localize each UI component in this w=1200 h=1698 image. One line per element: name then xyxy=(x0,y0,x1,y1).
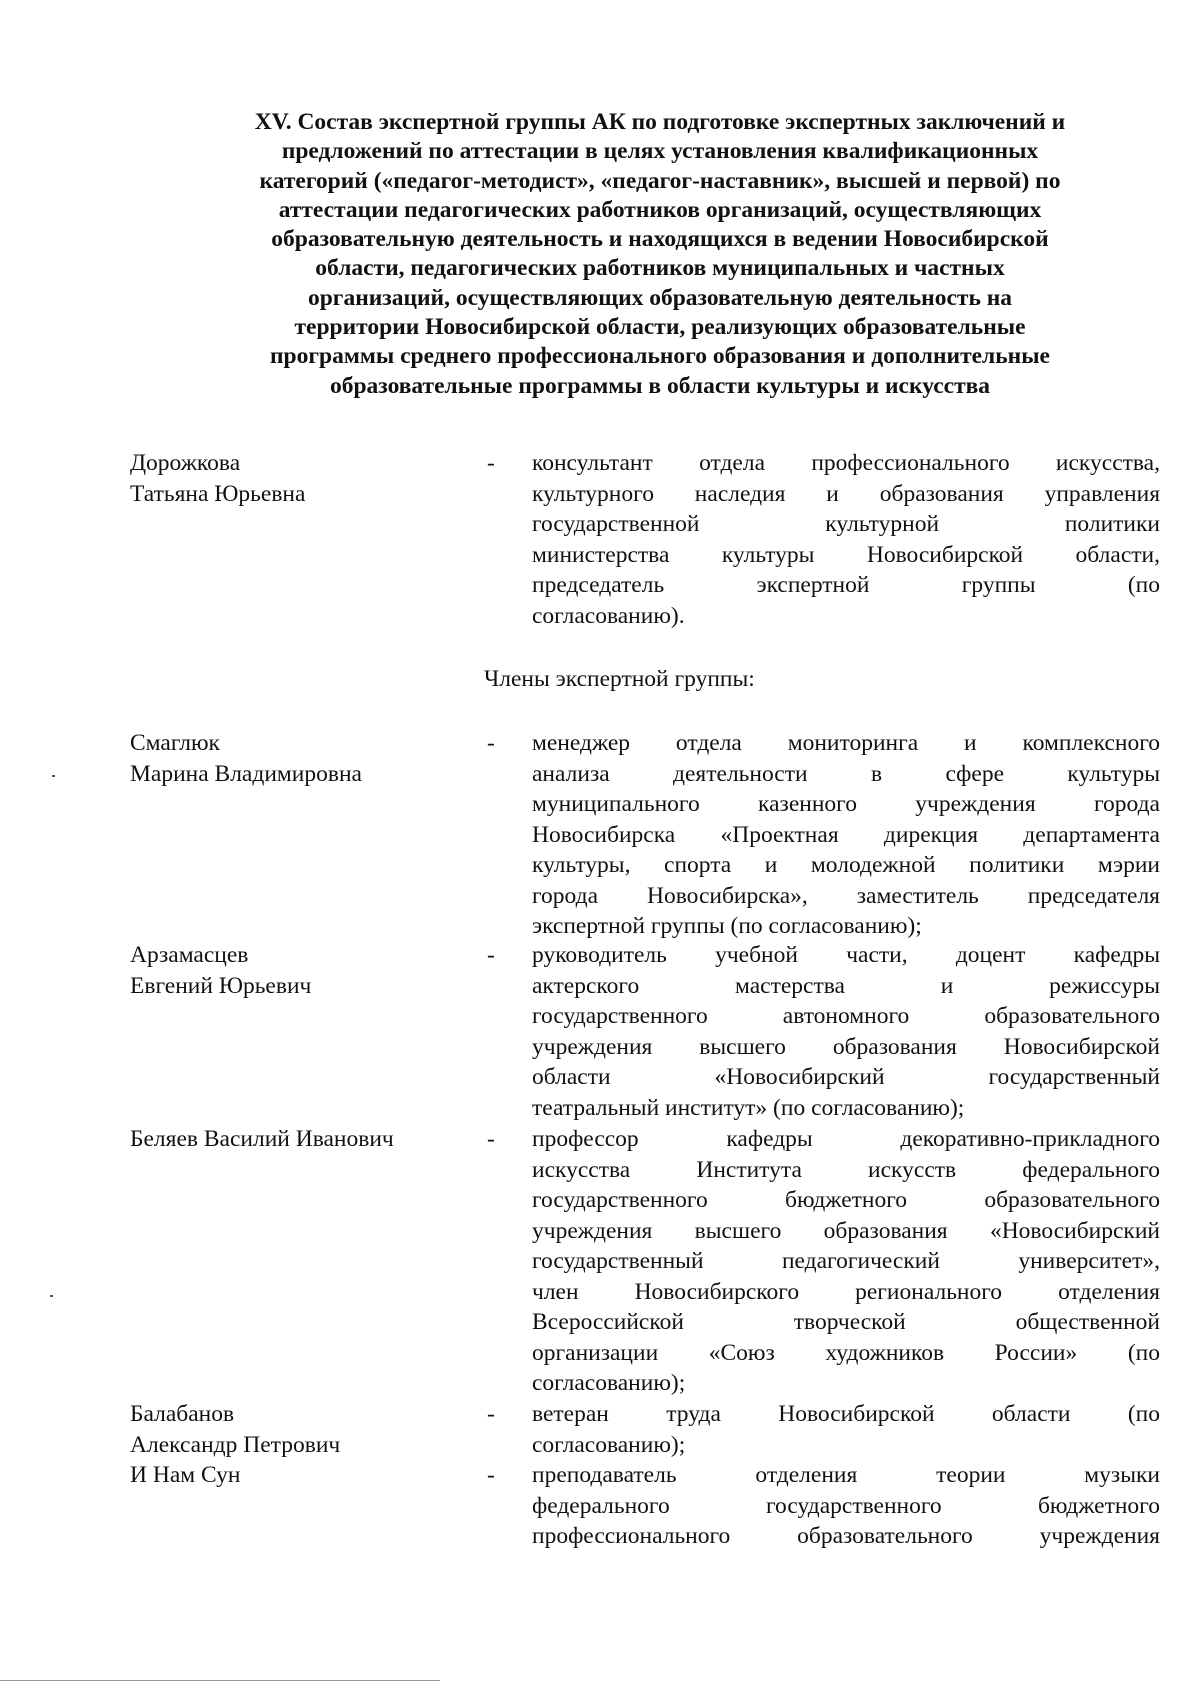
member-name xyxy=(130,1460,240,1491)
scan-mark xyxy=(52,775,55,777)
member-description xyxy=(532,1124,1160,1399)
desc-line: учреждения высшего образования «Новосибирский xyxy=(532,1217,1160,1244)
title-line: территории Новосибирской области, реализующих образовательные xyxy=(294,314,1026,341)
name-line: Балабанов xyxy=(130,1401,235,1427)
desc-line: Новосибирска «Проектная дирекция департамента xyxy=(532,821,1160,848)
name-line: Арзамасцев xyxy=(130,942,249,968)
desc-line: культурного наследия и образования управления xyxy=(532,480,1160,507)
section-title xyxy=(150,108,1170,401)
chair-name xyxy=(130,448,305,509)
desc-line: профессор кафедры декоративно-прикладного xyxy=(532,1126,1160,1152)
desc-line: согласованию). xyxy=(532,602,685,629)
member-description xyxy=(532,1460,1160,1552)
desc-line: учреждения высшего образования Новосибирской xyxy=(532,1033,1160,1060)
desc-line: ветеран труда Новосибирской области (по xyxy=(532,1401,1160,1427)
name-line: Александр Петрович xyxy=(130,1431,341,1458)
desc-line: менеджер отдела мониторинга и комплексного xyxy=(532,730,1160,756)
name-line: Евгений Юрьевич xyxy=(130,972,312,999)
entry-dash: - xyxy=(487,450,495,476)
scan-edge-line xyxy=(0,1680,440,1681)
title-line: области, педагогических работников муниципальных и частных xyxy=(315,255,1005,282)
desc-line: анализа деятельности в сфере культуры xyxy=(532,760,1160,787)
member-description xyxy=(532,728,1160,942)
desc-line: области «Новосибирский государственный xyxy=(532,1064,1160,1090)
member-description xyxy=(532,1399,1160,1460)
scan-mark xyxy=(50,1295,53,1297)
member-name xyxy=(130,940,311,1001)
desc-line: консультант отдела профессионального искусства, xyxy=(532,450,1160,476)
desc-line: преподаватель отделения теории музыки xyxy=(532,1462,1160,1488)
desc-line: согласованию); xyxy=(532,1431,686,1458)
desc-line: искусства Института искусств федерального xyxy=(532,1156,1160,1183)
desc-line: государственный педагогический университет», xyxy=(532,1248,1160,1274)
desc-line: федерального государственного бюджетного xyxy=(532,1492,1160,1519)
desc-line: министерства культуры Новосибирской области, xyxy=(532,541,1160,568)
name-line: Дорожкова xyxy=(130,450,241,476)
desc-line: организации «Союз художников России» (по xyxy=(532,1339,1160,1366)
name-line: И Нам Сун xyxy=(130,1462,241,1488)
title-line: XV. Состав экспертной группы АК по подготовке экспертных заключений и xyxy=(254,109,1066,135)
desc-line: председатель экспертной группы (по xyxy=(532,572,1160,598)
desc-line: руководитель учебной части, доцент кафедры xyxy=(532,942,1160,968)
member-description xyxy=(532,940,1160,1123)
title-line: организаций, осуществляющих образовательную деятельность на xyxy=(307,284,1013,311)
entry-dash: - xyxy=(487,942,495,968)
desc-line: согласованию); xyxy=(532,1370,686,1396)
entry-dash: - xyxy=(487,730,495,756)
desc-line: города Новосибирска», заместитель председателя xyxy=(532,882,1160,909)
name-line: Беляев Василий Иванович xyxy=(130,1126,394,1152)
name-line: Татьяна Юрьевна xyxy=(130,480,306,507)
members-heading: Члены экспертной группы: xyxy=(484,666,755,692)
title-line: программы среднего профессионального образования и дополнительные xyxy=(270,343,1050,370)
desc-line: профессионального образовательного учреждения xyxy=(532,1523,1160,1549)
title-line: образовательную деятельность и находящихся в ведении Новосибирской xyxy=(271,226,1049,253)
entry-dash: - xyxy=(487,1401,495,1427)
name-line: Смаглюк xyxy=(130,730,220,756)
desc-line: экспертной группы (по согласованию); xyxy=(532,913,922,939)
member-name xyxy=(130,728,362,789)
desc-line: культуры, спорта и молодежной политики мэрии xyxy=(532,852,1160,878)
title-line: категорий («педагог-методист», «педагог-наставник», высшей и первой) по xyxy=(259,167,1061,194)
title-line: предложений по аттестации в целях установления квалификационных xyxy=(281,138,1039,165)
desc-line: государственного автономного образовательного xyxy=(532,1003,1160,1029)
desc-line: член Новосибирского регионального отделения xyxy=(532,1278,1160,1305)
desc-line: актерского мастерства и режиссуры xyxy=(532,972,1160,999)
entry-dash: - xyxy=(487,1462,495,1488)
member-name xyxy=(130,1399,340,1460)
member-name xyxy=(130,1124,394,1155)
desc-line: муниципального казенного учреждения города xyxy=(532,791,1160,817)
entry-dash: - xyxy=(487,1126,495,1152)
desc-line: Всероссийской творческой общественной xyxy=(532,1309,1160,1335)
desc-line: государственного бюджетного образовательного xyxy=(532,1187,1160,1213)
desc-line: театральный институт» (по согласованию); xyxy=(532,1094,965,1121)
name-line: Марина Владимировна xyxy=(130,760,362,787)
chair-description xyxy=(532,448,1160,631)
title-line: образовательные программы в области культуры и искусства xyxy=(329,372,991,399)
title-line: аттестации педагогических работников организаций, осуществляющих xyxy=(278,196,1042,223)
desc-line: государственной культурной политики xyxy=(532,511,1160,537)
